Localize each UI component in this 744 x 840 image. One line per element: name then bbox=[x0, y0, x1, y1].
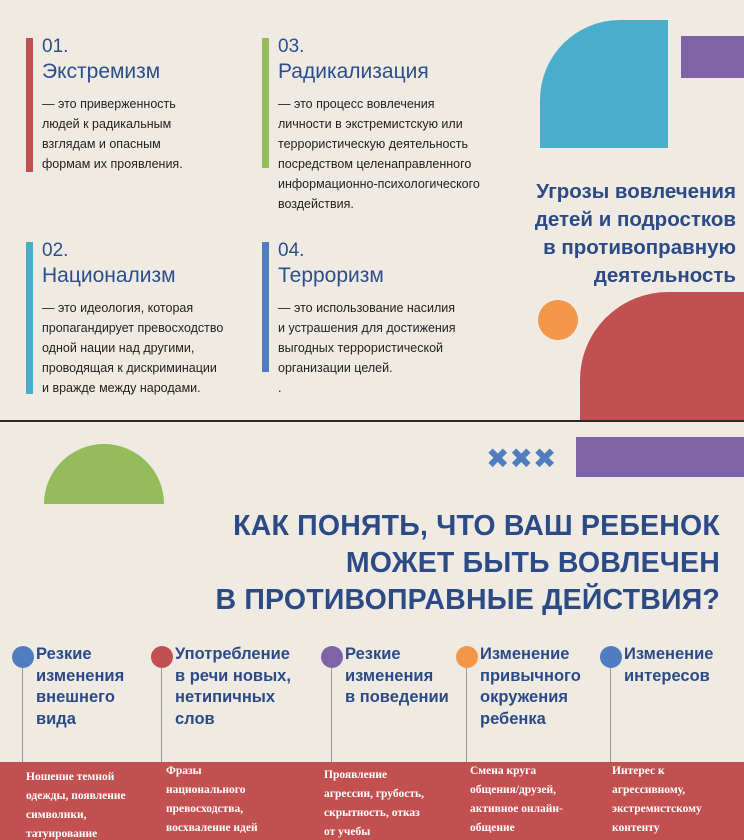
definition-terrorism bbox=[262, 240, 502, 400]
definition-text: — это идеология, которая пропагандирует превосходство одной нации над другими, проводящая к дискриминации и вражде между народами. bbox=[42, 301, 224, 395]
detail-environment: Смена круга общения/друзей, активное онлайн- общение bbox=[470, 765, 563, 834]
accent-bar bbox=[26, 38, 33, 172]
connector-line bbox=[22, 668, 23, 764]
definition-text: — это приверженность людей к радикальным взглядам и опасным формам их проявления. bbox=[42, 97, 183, 171]
definition-text: — это использование насилия и устрашения для достижения выгодных террористической организации целей. . bbox=[278, 301, 456, 395]
sign-label: Изменение привычного окружения ребенка bbox=[480, 645, 581, 728]
red-dome-shape bbox=[580, 292, 744, 420]
sign-label: Резкие изменения в поведении bbox=[345, 645, 449, 706]
detail-speech: Фразы национального превосходства, восхваление идей bbox=[166, 765, 258, 834]
teal-arch-shape bbox=[540, 20, 668, 148]
purple-rect-mid bbox=[576, 437, 744, 477]
accent-bar bbox=[262, 38, 269, 168]
sign-label: Употребление в речи новых, нетипичных слов bbox=[175, 645, 291, 728]
orange-circle bbox=[538, 300, 578, 340]
accent-bar bbox=[26, 242, 33, 394]
cross-marks-decor: ✖✖✖ bbox=[486, 443, 557, 474]
dot-marker bbox=[321, 646, 343, 668]
threats-title: Угрозы вовлечения детей и подростков в противоправную деятельность bbox=[534, 180, 736, 287]
main-question-heading: КАК ПОНЯТЬ, ЧТО ВАШ РЕБЕНОК МОЖЕТ БЫТЬ ВОВЛЕЧЕН В ПРОТИВОПРАВНЫЕ ДЕЙСТВИЯ? bbox=[215, 510, 720, 616]
dot-marker bbox=[600, 646, 622, 668]
definition-extremism bbox=[26, 36, 256, 176]
definition-number: 01. bbox=[42, 36, 69, 57]
definition-title: Терроризм bbox=[278, 264, 384, 287]
definition-text: — это процесс вовлечения личности в экстремистскую или террористическую деятельность посредством целенаправленного информационно-психологического воздействия. bbox=[278, 97, 480, 211]
sign-label: Резкие изменения внешнего вида bbox=[36, 645, 125, 728]
definition-number: 02. bbox=[42, 240, 69, 261]
definition-title: Национализм bbox=[42, 264, 176, 287]
definition-number: 04. bbox=[278, 240, 305, 261]
connector-line bbox=[331, 668, 332, 764]
connector-line bbox=[161, 668, 162, 764]
connector-line bbox=[610, 668, 611, 764]
detail-appearance: Ношение темной одежды, появление символики, татуирование bbox=[26, 771, 126, 840]
detail-behavior: Проявление агрессии, грубость, скрытность, отказ от учебы bbox=[324, 769, 424, 838]
definition-nationalism bbox=[26, 240, 256, 400]
dot-marker bbox=[151, 646, 173, 668]
accent-bar bbox=[262, 242, 269, 372]
definition-radicalization bbox=[262, 36, 502, 216]
dot-marker bbox=[12, 646, 34, 668]
detail-interests: Интерес к агрессивному, экстремистскому контенту bbox=[612, 765, 702, 834]
green-semicircle bbox=[44, 444, 164, 504]
connector-line bbox=[466, 668, 467, 764]
dot-marker bbox=[456, 646, 478, 668]
section-divider bbox=[0, 420, 744, 422]
definition-title: Радикализация bbox=[278, 60, 429, 83]
purple-rect-top bbox=[681, 36, 744, 78]
definition-number: 03. bbox=[278, 36, 305, 57]
sign-label: Изменение интересов bbox=[624, 645, 714, 685]
definition-title: Экстремизм bbox=[42, 60, 161, 83]
